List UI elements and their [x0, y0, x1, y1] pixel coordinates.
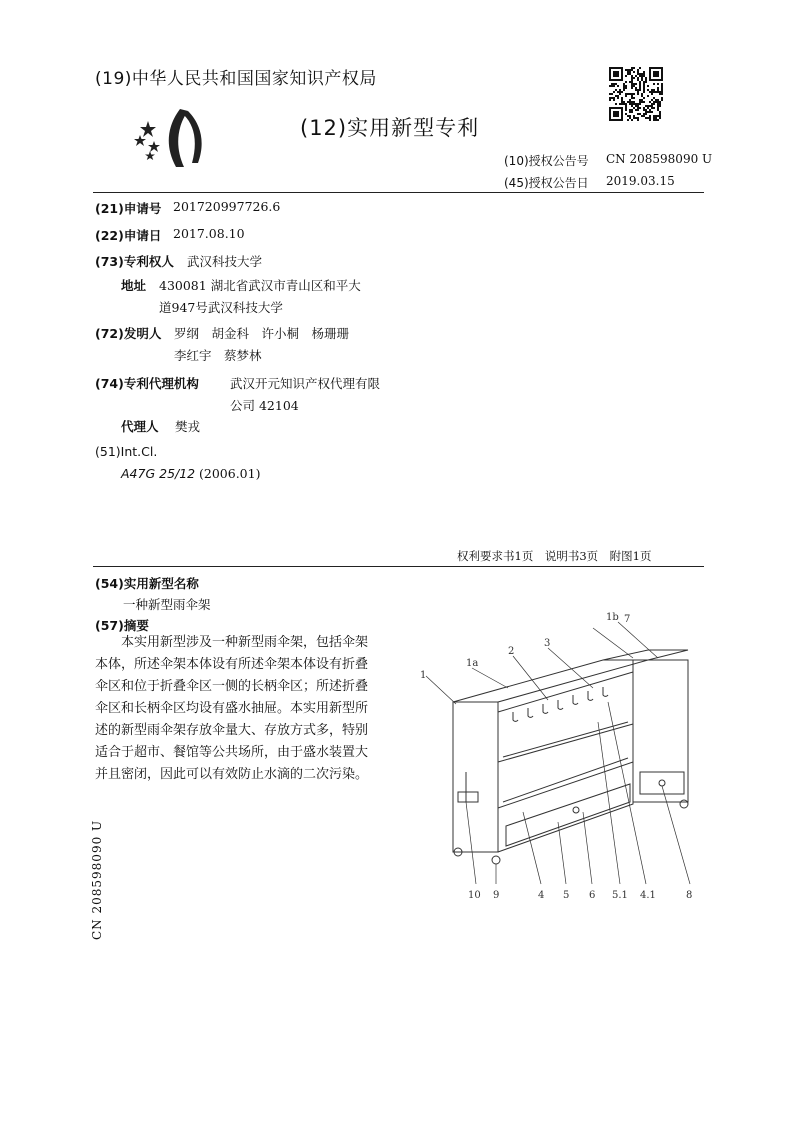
utility-model-title: 一种新型雨伞架: [123, 597, 211, 612]
shelf-1: [498, 724, 633, 762]
page-summary: 权利要求书1页 说明书3页 附图1页: [457, 549, 652, 563]
drawer-right: [640, 772, 684, 794]
intcl-version: (2006.01): [199, 466, 261, 481]
qr-code-icon: [609, 67, 663, 121]
shelf-2: [498, 762, 633, 808]
abstract-line: 本实用新型涉及一种新型雨伞架，包括伞架: [121, 635, 369, 650]
title-section-label: (54)实用新型名称: [95, 576, 199, 591]
app-date-label: (22)申请日: [95, 228, 162, 243]
hooks: [513, 687, 608, 721]
patentee-value: 武汉科技大学: [187, 254, 263, 269]
agent-label: 代理人: [121, 419, 159, 434]
callout-5: 5: [563, 890, 570, 901]
callout-1: 1: [420, 670, 427, 681]
intcl-label: (51)Int.Cl.: [95, 444, 158, 459]
inventor-line1: 罗纲 胡金科 许小桐 杨珊珊: [174, 326, 350, 341]
cnipa-logo: [128, 105, 218, 170]
drawer-main: [506, 784, 630, 846]
callout-4: 4: [538, 890, 545, 901]
app-no-value: 201720997726.6: [173, 199, 281, 214]
drawer-right-knob: [659, 780, 665, 786]
header-rule: [93, 192, 704, 193]
callout-6: 6: [589, 890, 596, 901]
left-cabinet-front: [453, 702, 498, 852]
agency-label: (74)专利代理机构: [95, 376, 199, 391]
inventor-label: (72)发明人: [95, 326, 162, 341]
callout-7: 7: [624, 614, 631, 625]
callout-4-1: 4.1: [640, 890, 656, 901]
abstract-line: 并且密闭，因此可以有效防止水滴的二次污染。: [95, 767, 369, 782]
callout-9: 9: [493, 890, 500, 901]
abstract-body: [95, 632, 395, 786]
pub-date-label: (45)授权公告日: [504, 176, 589, 190]
wheel: [680, 800, 688, 808]
holder-ring: [458, 792, 478, 802]
top-edge: [453, 660, 648, 702]
umbrella-rack-figure: [418, 612, 708, 907]
summary-rule: [93, 566, 704, 567]
patentee-label: (73)专利权人: [95, 254, 174, 269]
abstract-line: 适合于超市、餐馆等公共场所，由于盛水装置大: [95, 745, 369, 760]
abstract-line: 伞区和位于折叠伞区一侧的长柄伞区；所述折叠: [95, 679, 369, 694]
intcl-code: A47G 25/12: [121, 466, 196, 481]
callout-8: 8: [686, 890, 693, 901]
callout-10: 10: [468, 890, 481, 901]
app-no-label: (21)申请号: [95, 201, 162, 216]
pub-no-value: CN 208598090 U: [606, 152, 713, 166]
inventor-line2: 李红宇 蔡梦林: [174, 348, 262, 363]
abstract-line: 本体，所述伞架本体设有所述伞架本体设有折叠: [95, 657, 369, 672]
office-name: (19)中华人民共和国国家知识产权局: [95, 69, 377, 89]
callout-1b: 1b: [606, 612, 619, 623]
agent-value: 樊戎: [175, 419, 201, 434]
address-line2: 道947号武汉科技大学: [159, 300, 283, 315]
callout-2: 2: [508, 646, 515, 657]
abstract-line: 伞区和长柄伞区均设有盛水抽屉。本实用新型所: [95, 701, 369, 716]
right-box-top: [603, 650, 688, 660]
agency-line2: 公司 42104: [230, 398, 299, 413]
hook-rail: [498, 672, 633, 712]
address-label: 地址: [121, 278, 147, 293]
abstract-label: (57)摘要: [95, 618, 149, 633]
agency-line1: 武汉开元知识产权代理有限: [230, 376, 381, 391]
shelf-1-inner: [503, 722, 628, 757]
drawer-knob: [573, 807, 579, 813]
app-date-value: 2017.08.10: [173, 226, 245, 241]
pub-date-value: 2019.03.15: [606, 174, 675, 188]
pub-no-label: (10)授权公告号: [504, 154, 589, 168]
callout-1a: 1a: [466, 658, 479, 669]
wheel: [492, 856, 500, 864]
patent-type-title: (12)实用新型专利: [300, 116, 480, 140]
address-line1: 430081 湖北省武汉市青山区和平大: [159, 278, 361, 293]
abstract-line: 述的新型雨伞架存放伞量大、存放方式多，特别: [95, 723, 369, 738]
side-publication-number: CN 208598090 U: [90, 819, 104, 940]
callout-5-1: 5.1: [612, 890, 628, 901]
callout-3: 3: [544, 638, 551, 649]
shelf-2-inner: [503, 758, 628, 802]
